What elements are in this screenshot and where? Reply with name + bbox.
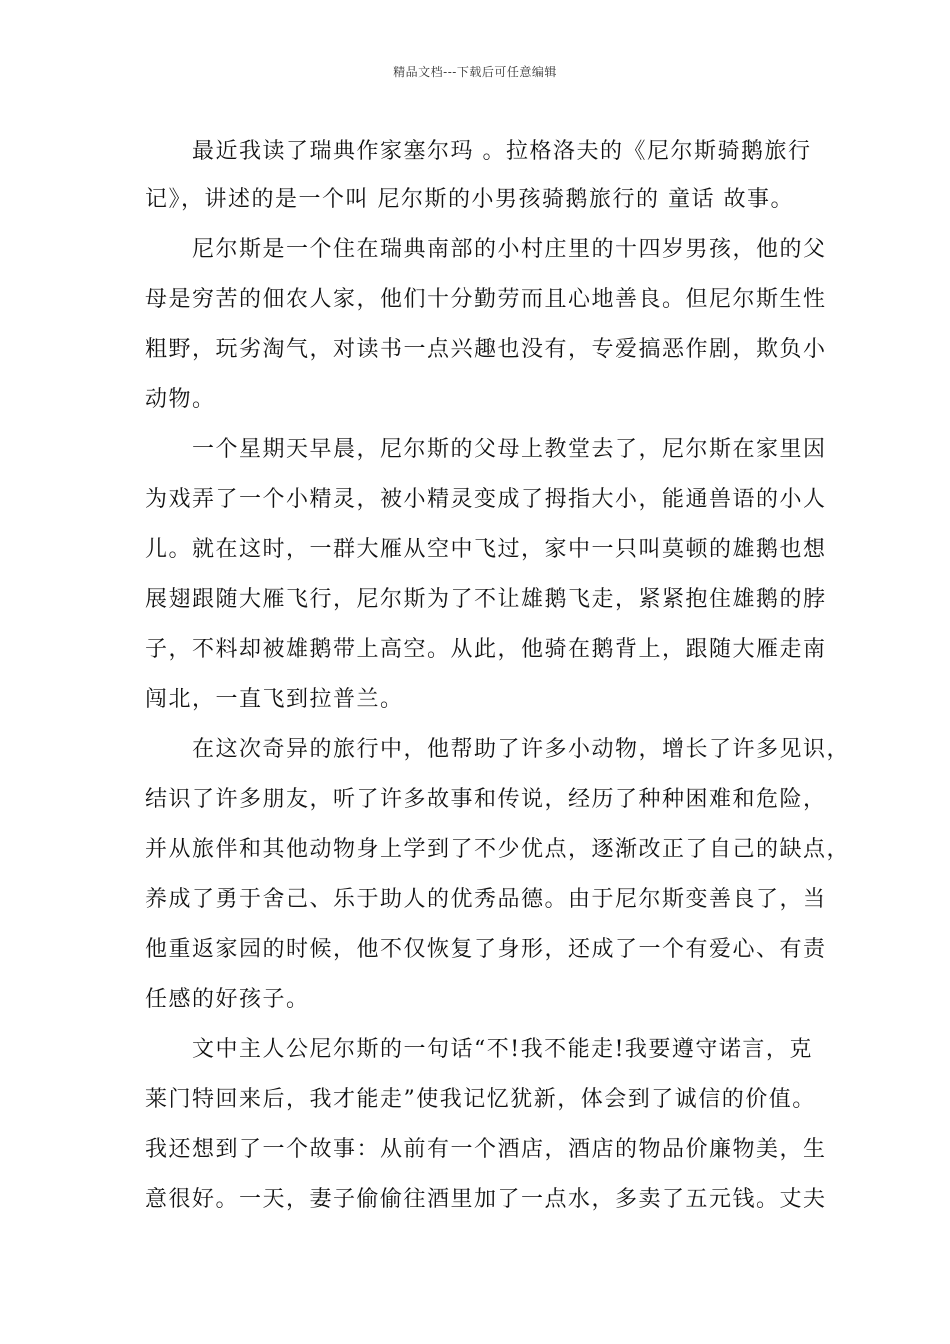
paragraph-3-line-2: 为戏弄了一个小精灵，被小精灵变成了拇指大小，能通兽语的小人 [145,487,827,512]
paragraph-3-line-3: 儿。就在这时，一群大雁从空中飞过，家中一只叫莫顿的雄鹅也想 [145,537,827,562]
paragraph-3-line-4: 展翅跟随大雁飞行，尼尔斯为了不让雄鹅飞走，紧紧抱住雄鹅的脖 [145,587,827,612]
paragraph-1-line-1: 最近我读了瑞典作家塞尔玛 。拉格洛夫的《尼尔斯骑鹅旅行 [145,139,812,164]
page-header: 精品文档---下载后可任意编辑 [393,65,557,79]
paragraph-1-line-2: 记》，讲述的是一个叫 尼尔斯的小男孩骑鹅旅行的 童话 故事。 [145,187,794,212]
paragraph-5-line-1: 文中主人公尼尔斯的一句话“不!我不能走!我要遵守诺言，克 [145,1037,813,1062]
paragraph-4-line-6: 任感的好孩子。 [145,987,310,1012]
paragraph-5-line-4: 意很好。一天，妻子偷偷往酒里加了一点水，多卖了五元钱。丈夫 [145,1187,827,1212]
paragraph-4-line-4: 养成了勇于舍己、乐于助人的优秀品德。由于尼尔斯变善良了，当 [145,887,827,912]
paragraph-3-line-6: 闯北，一直飞到拉普兰。 [145,687,404,712]
paragraph-2-line-3: 粗野，玩劣淘气，对读书一点兴趣也没有，专爱搞恶作剧，欺负小 [145,337,827,362]
paragraph-3-line-5: 子，不料却被雄鹅带上高空。从此，他骑在鹅背上，跟随大雁走南 [145,637,827,662]
paragraph-5-line-2: 莱门特回来后，我才能走”使我记忆犹新，体会到了诚信的价值。 [145,1087,816,1112]
paragraph-4-line-2: 结识了许多朋友，听了许多故事和传说，经历了种种困难和危险， [145,787,827,812]
paragraph-3-line-1: 一个星期天早晨，尼尔斯的父母上教堂去了，尼尔斯在家里因 [145,437,827,462]
paragraph-4-line-1: 在这次奇异的旅行中，他帮助了许多小动物，增长了许多见识， [145,737,851,762]
paragraph-2-line-1: 尼尔斯是一个住在瑞典南部的小村庄里的十四岁男孩，他的父 [145,237,827,262]
paragraph-2-line-4: 动物。 [145,387,216,412]
paragraph-5-line-3: 我还想到了一个故事：从前有一个酒店，酒店的物品价廉物美，生 [145,1137,827,1162]
paragraph-4-line-5: 他重返家园的时候，他不仅恢复了身形，还成了一个有爱心、有责 [145,937,827,962]
paragraph-2-line-2: 母是穷苦的佃农人家，他们十分勤劳而且心地善良。但尼尔斯生性 [145,287,827,312]
paragraph-4-line-3: 并从旅伴和其他动物身上学到了不少优点，逐渐改正了自己的缺点， [145,837,851,862]
